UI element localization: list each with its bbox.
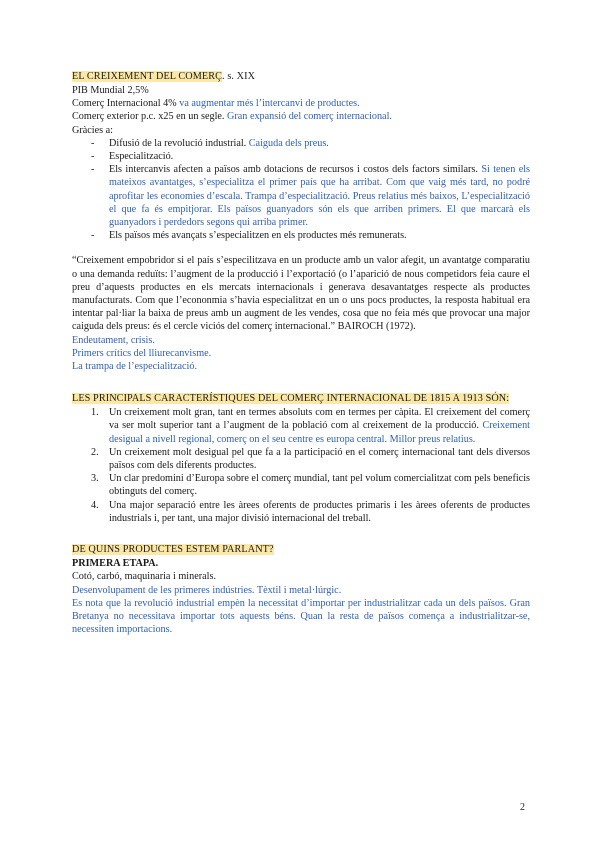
item-text: Un creixement molt desigual pel que fa a la participació en el comerç internacional tant dels diversos països com dels diferents productes. [109, 446, 530, 472]
comerc-int-note: va augmentar més l’intercanvi de productes. [179, 98, 360, 110]
bullet-text: Els intercanvis afecten a països amb dotacions de recursos i costos dels factors similars. [109, 164, 478, 176]
bullet-text: Especialització. [109, 151, 174, 163]
bullet-note: Si tenen els mateixos avantatges, s’especialitza el primer país que ha arribat. Com que vaig més tard, no podré aprofitar les economies d’escala. Trampa d’especialització. Preus relatius més baixos, L’especialització el que fa és empitjorar. Els països guanyadors són els que arriben primers. El que marcarà els guanyadors i perdedors segons qui arriba primer. [109, 164, 531, 229]
list-item [72, 499, 530, 525]
item-number: 1. [91, 407, 99, 419]
item-text: Una major separació entre les àrees oferents de productes primaris i les àrees oferents de productes industrials i, per tant, una major divisió internacional del treball. [109, 499, 530, 524]
comerc-ext-text: Comerç exterior p.c. x25 en un segle. [72, 111, 225, 123]
item-note: Creixement desigual a nivell regional, comerç on el seu centre es europa central. Millor preus relatius. [109, 420, 530, 445]
bullet-note: Caiguda dels preus. [248, 137, 329, 149]
gracies-line: Gràcies a: [72, 124, 114, 136]
note-trampa: La trampa de l’especialització. [72, 361, 198, 373]
bullet-text: Els països més avançats s’especialitzen en els productes més remunerats. [109, 230, 407, 242]
pib-line: PIB Mundial 2,5% [72, 85, 149, 96]
document-page [72, 70, 530, 636]
title-highlight: EL CREIXEMENT DEL COMERÇ [72, 71, 223, 82]
dash-marker: - [91, 151, 95, 163]
title-rest: . s. XIX [222, 71, 256, 82]
subtitle-primera-etapa: PRIMERA ETAPA. [72, 558, 159, 570]
list-item [72, 229, 530, 242]
note-primers-critics: Primers crítics del lliurecanvisme. [72, 347, 212, 359]
page-number: 2 [520, 802, 525, 813]
note-endeutament: Endeutament, crisis. [72, 334, 155, 346]
list-item [72, 163, 530, 229]
note-desenvolupament: Desenvolupament de les primeres indústries. Tèxtil i metal·lúrgic. [72, 584, 342, 596]
section-title-productes [72, 543, 530, 557]
list-item [72, 137, 530, 150]
list-item [72, 446, 530, 472]
item-text: Un clar predomini d’Europa sobre el comerç mundial, tant pel volum comercialitzat com pels beneficis obtinguts del comerç. [109, 473, 530, 498]
causes-list [72, 137, 530, 243]
dash-marker: - [91, 164, 95, 176]
comerc-exterior-line [72, 110, 530, 123]
comerc-int-text: Comerç Internacional 4% [72, 98, 177, 110]
item-number: 3. [91, 473, 99, 485]
item-number: 4. [91, 499, 99, 511]
section-title-caracteristiques [72, 391, 530, 406]
dash-marker: - [91, 137, 95, 149]
characteristics-list [72, 406, 530, 525]
list-item [72, 472, 530, 498]
item-text: Un creixement molt gran, tant en termes absoluts com en termes per càpita. El creixement del comerç va ser molt superior tant a l’augment de la població com al creixement de la producció. [109, 407, 530, 432]
bairoch-quote: “Creixement empobridor si el país s’especilitzava en un producte amb un valor afegit, un avantatge comparatiu o una demanda reduïts: l’augment de la producció i l’exportació (o l’aparició de nous competidors feia caure el preu d’aquests productes en els mercats internacionals i generava desavantatges respecte als productes manufacturats. Com que l’econonmia s’havia especialitzat en un o uns pocs productes, la resposta habitual era intentar pal·liar la baixa de preus amb un augment de les vendes, cosa que no feia més que provocar una major caiguda dels preus: és el cercle viciós del comerç internacional.” BAIROCH (1972). [72, 255, 530, 333]
title-productes-text: DE QUINS PRODUCTES ESTEM PARLANT? [72, 544, 274, 556]
section-title-creixement [72, 70, 530, 84]
products-line: Cotó, carbó, maquinaria i minerals. [72, 571, 216, 583]
comerc-internacional-line [72, 97, 530, 110]
note-revolucio: Es nota que la revolució industrial empèn la necessitat d’importar per industrialitzar cada un dels països. Gran Bretanya no necessitava importar tots aquests béns. Quan la resta de països comença a industrialitzar-se, necessiten importacions. [72, 597, 530, 636]
item-number: 2. [91, 446, 99, 458]
comerc-ext-note: Gran expansió del comerç internacional. [227, 111, 392, 123]
list-item [72, 150, 530, 163]
list-item [72, 406, 530, 446]
bullet-text: Difusió de la revolució industrial. [109, 137, 247, 149]
dash-marker: - [91, 230, 95, 242]
title-caracteristiques-text: LES PRINCIPALS CARACTERÍSTIQUES DEL COMERÇ INTERNACIONAL DE 1815 A 1913 SÓN: [72, 393, 510, 405]
